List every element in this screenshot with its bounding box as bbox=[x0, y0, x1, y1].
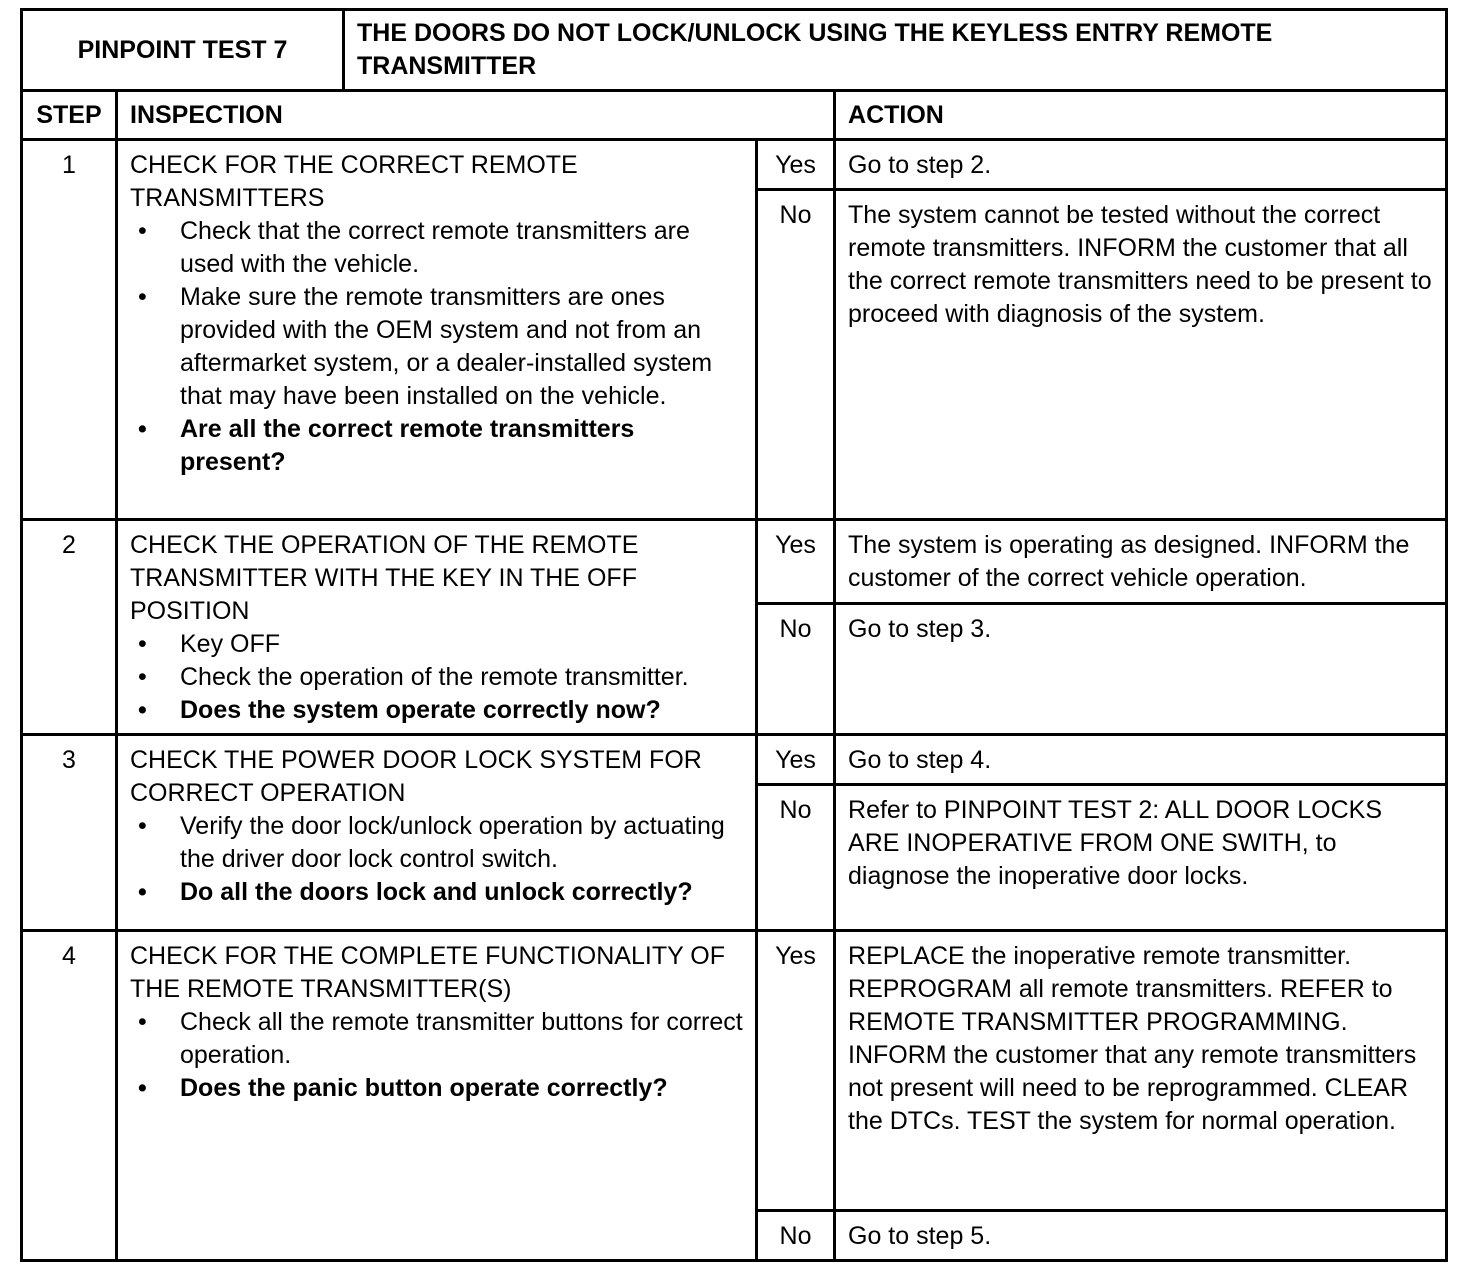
no-action: Go to step 3. bbox=[835, 603, 1447, 734]
yes-action: The system is operating as designed. INFORM the customer of the correct vehicle operation. bbox=[835, 520, 1447, 604]
column-header-step: STEP bbox=[22, 92, 117, 140]
step-number: 2 bbox=[22, 520, 117, 735]
no-label: No bbox=[757, 603, 835, 734]
step-number: 1 bbox=[22, 140, 117, 520]
inspection-cell bbox=[117, 140, 757, 520]
test-header bbox=[20, 8, 1448, 92]
step-number: 3 bbox=[22, 735, 117, 931]
step-question: • Are all the correct remote transmitters present? bbox=[130, 413, 745, 479]
no-label: No bbox=[757, 1211, 835, 1261]
step-title: CHECK FOR THE CORRECT REMOTE TRANSMITTERS bbox=[130, 151, 578, 212]
inspection-cell bbox=[117, 931, 757, 1261]
diagnostic-table bbox=[20, 92, 1448, 1262]
no-action: Refer to PINPOINT TEST 2: ALL DOOR LOCKS ARE INOPERATIVE FROM ONE SWITH, to diagnose the inoperative door locks. bbox=[835, 785, 1447, 931]
test-title: THE DOORS DO NOT LOCK/UNLOCK USING THE KEYLESS ENTRY REMOTE TRANSMITTER bbox=[344, 10, 1447, 91]
step-row bbox=[22, 140, 1447, 190]
column-header-row bbox=[22, 92, 1447, 140]
no-label: No bbox=[757, 785, 835, 931]
inspection-bullets bbox=[130, 628, 745, 727]
step-row bbox=[22, 931, 1447, 1211]
inspection-bullets bbox=[130, 1006, 745, 1105]
column-header-inspection: INSPECTION bbox=[117, 92, 835, 140]
step-number: 4 bbox=[22, 931, 117, 1261]
step-row bbox=[22, 520, 1447, 604]
yes-label: Yes bbox=[757, 735, 835, 785]
step-title: CHECK THE POWER DOOR LOCK SYSTEM FOR CORRECT OPERATION bbox=[130, 746, 702, 807]
step-question: • Does the panic button operate correctly? bbox=[130, 1072, 745, 1105]
column-header-action: ACTION bbox=[835, 92, 1447, 140]
bullet-item: • Key OFF bbox=[130, 628, 745, 661]
bullet-item: • Make sure the remote transmitters are ones provided with the OEM system and not from an aftermarket system, or a dealer-installed system that may have been installed on the vehicle. bbox=[130, 281, 745, 413]
yes-label: Yes bbox=[757, 520, 835, 604]
yes-action: Go to step 4. bbox=[835, 735, 1447, 785]
inspection-cell bbox=[117, 735, 757, 931]
bullet-item: • Check all the remote transmitter buttons for correct operation. bbox=[130, 1006, 745, 1072]
step-title: CHECK FOR THE COMPLETE FUNCTIONALITY OF THE REMOTE TRANSMITTER(S) bbox=[130, 942, 725, 1003]
inspection-cell bbox=[117, 520, 757, 735]
yes-action: REPLACE the inoperative remote transmitter. REPROGRAM all remote transmitters. REFER to REMOTE TRANSMITTER PROGRAMMING. INFORM the customer that any remote transmitters not present will need to be reprogrammed. CLEAR the DTCs. TEST the system for normal operation. bbox=[835, 931, 1447, 1211]
step-question: • Do all the doors lock and unlock correctly? bbox=[130, 876, 745, 909]
yes-label: Yes bbox=[757, 140, 835, 190]
no-label: No bbox=[757, 190, 835, 520]
inspection-bullets bbox=[130, 810, 745, 909]
inspection-bullets bbox=[130, 215, 745, 479]
pinpoint-test-document bbox=[20, 8, 1448, 1262]
bullet-item: • Check that the correct remote transmitters are used with the vehicle. bbox=[130, 215, 745, 281]
bullet-item: • Check the operation of the remote transmitter. bbox=[130, 661, 745, 694]
yes-action: Go to step 2. bbox=[835, 140, 1447, 190]
yes-label: Yes bbox=[757, 931, 835, 1211]
step-question: • Does the system operate correctly now? bbox=[130, 694, 745, 727]
test-label: PINPOINT TEST 7 bbox=[22, 10, 344, 91]
no-action: Go to step 5. bbox=[835, 1211, 1447, 1261]
no-action: The system cannot be tested without the correct remote transmitters. INFORM the customer that all the correct remote transmitters need to be present to proceed with diagnosis of the system. bbox=[835, 190, 1447, 520]
step-row bbox=[22, 735, 1447, 785]
bullet-item: • Verify the door lock/unlock operation by actuating the driver door lock control switch. bbox=[130, 810, 745, 876]
step-title: CHECK THE OPERATION OF THE REMOTE TRANSMITTER WITH THE KEY IN THE OFF POSITION bbox=[130, 531, 639, 625]
